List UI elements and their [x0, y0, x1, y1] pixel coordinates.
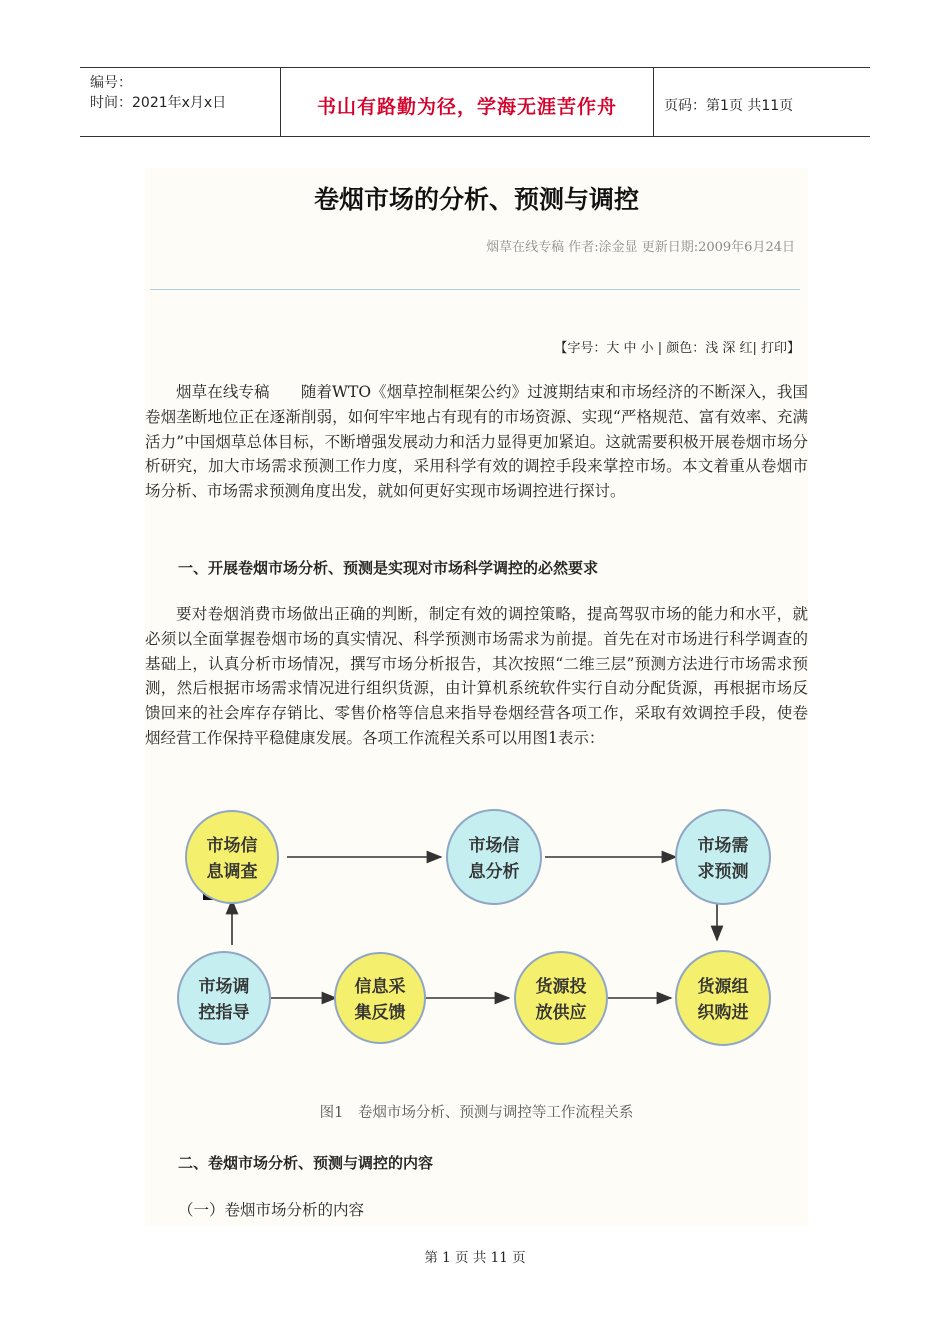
- flow-node-label-n3-1: 市场需: [697, 836, 749, 856]
- flow-node-label-n7-2: 织购进: [697, 1003, 749, 1023]
- flow-node-label-n3-2: 求预测: [697, 862, 749, 882]
- flow-node-label-n4-1: 市场调: [198, 977, 250, 997]
- flow-node-label-n6-1: 货源投: [535, 977, 587, 997]
- time-label: 时间：2021年x月x日: [90, 95, 227, 111]
- flow-node-label-n6-2: 放供应: [535, 1003, 587, 1023]
- section1-paragraph: 要对卷烟消费市场做出正确的判断，制定有效的调控策略，提高驾驭市场的能力和水平，就必须以全面掌握卷烟市场的真实情况、科学预测市场需求为前提。首先在对市场进行科学调查的基础上，认真分析市场情况，撰写市场分析报告，其次按照“二维三层”预测方法进行市场需求预测，然后根据市场需求情况进行组织货源，由计算机系统软件实行自动分配货源，再根据市场反馈回来的社会库存存销比、零售价格等信息来指导卷烟经营各项工作，采取有效调控手段，使卷烟经营工作保持平稳健康发展。各项工作流程关系可以用图1表示：: [145, 605, 808, 747]
- workflow-diagram: [145, 790, 808, 1080]
- section2-subheading: （一）卷烟市场分析的内容: [178, 1201, 365, 1219]
- page-footer: 第 1 页 共 11 页: [424, 1250, 526, 1266]
- serial-label: 编号：: [90, 75, 132, 91]
- intro-paragraph: 烟草在线专稿 随着WTO《烟草控制框架公约》过渡期结束和市场经济的不断深入，我国卷烟垄断地位正在逐渐削弱，如何牢牢地占有现有的市场资源、实现“严格规范、富有效率、充满活力”中国烟草总体目标，不断增强发展动力和活力显得更加紧迫。这就需要积极开展卷烟市场分析研究，加大市场需求预测工作力度，采用科学有效的调控手段来掌控市场。本文着重从卷烟市场分析、市场需求预测角度出发，就如何更好实现市场调控进行探讨。: [145, 383, 808, 501]
- flow-node-n7: [676, 951, 770, 1045]
- workflow-diagram-svg: [145, 790, 808, 1080]
- flow-node-label-n1-2: 息调查: [206, 862, 258, 882]
- flow-node-n3: [676, 810, 770, 904]
- flow-node-label-n2-1: 市场信: [468, 836, 520, 856]
- flow-node-label-n4-2: 控指导: [198, 1003, 250, 1023]
- motto: 书山有路勤为径，学海无涯苦作舟: [316, 96, 617, 118]
- flow-node-label-n5-2: 集反馈: [354, 1003, 406, 1023]
- section1-heading: 一、开展卷烟市场分析、预测是实现对市场科学调控的必然要求: [178, 559, 599, 577]
- header-meta-cell: [80, 68, 281, 136]
- flow-node-label-n2-2: 息分析: [468, 862, 520, 882]
- header-motto-cell: [281, 68, 654, 136]
- flow-node-label-n1-1: 市场信: [206, 836, 258, 856]
- figure-caption: 图1 卷烟市场分析、预测与调控等工作流程关系: [319, 1105, 634, 1121]
- flow-node-n5: [335, 953, 425, 1043]
- flow-node-n2: [447, 810, 541, 904]
- flow-node-label-n7-1: 货源组: [697, 977, 749, 997]
- flow-node-label-n5-1: 信息采: [354, 977, 406, 997]
- header-page-cell: [654, 68, 870, 136]
- page-header: [80, 67, 870, 137]
- flow-node-n1: [186, 811, 278, 903]
- flow-node-n6: [515, 952, 607, 1044]
- section2-heading: 二、卷烟市场分析、预测与调控的内容: [178, 1154, 434, 1172]
- article-meta: 烟草在线专稿 作者:涂金显 更新日期:2009年6月24日: [486, 240, 795, 255]
- flow-node-n4: [178, 952, 270, 1044]
- page-info: 页码：第1页 共11页: [664, 98, 794, 114]
- divider: [150, 289, 800, 290]
- article-title: 卷烟市场的分析、预测与调控: [313, 185, 639, 214]
- font-color-print-toolbar[interactable]: 【字号：大 中 小 | 颜色：浅 深 红| 打印】: [554, 341, 800, 356]
